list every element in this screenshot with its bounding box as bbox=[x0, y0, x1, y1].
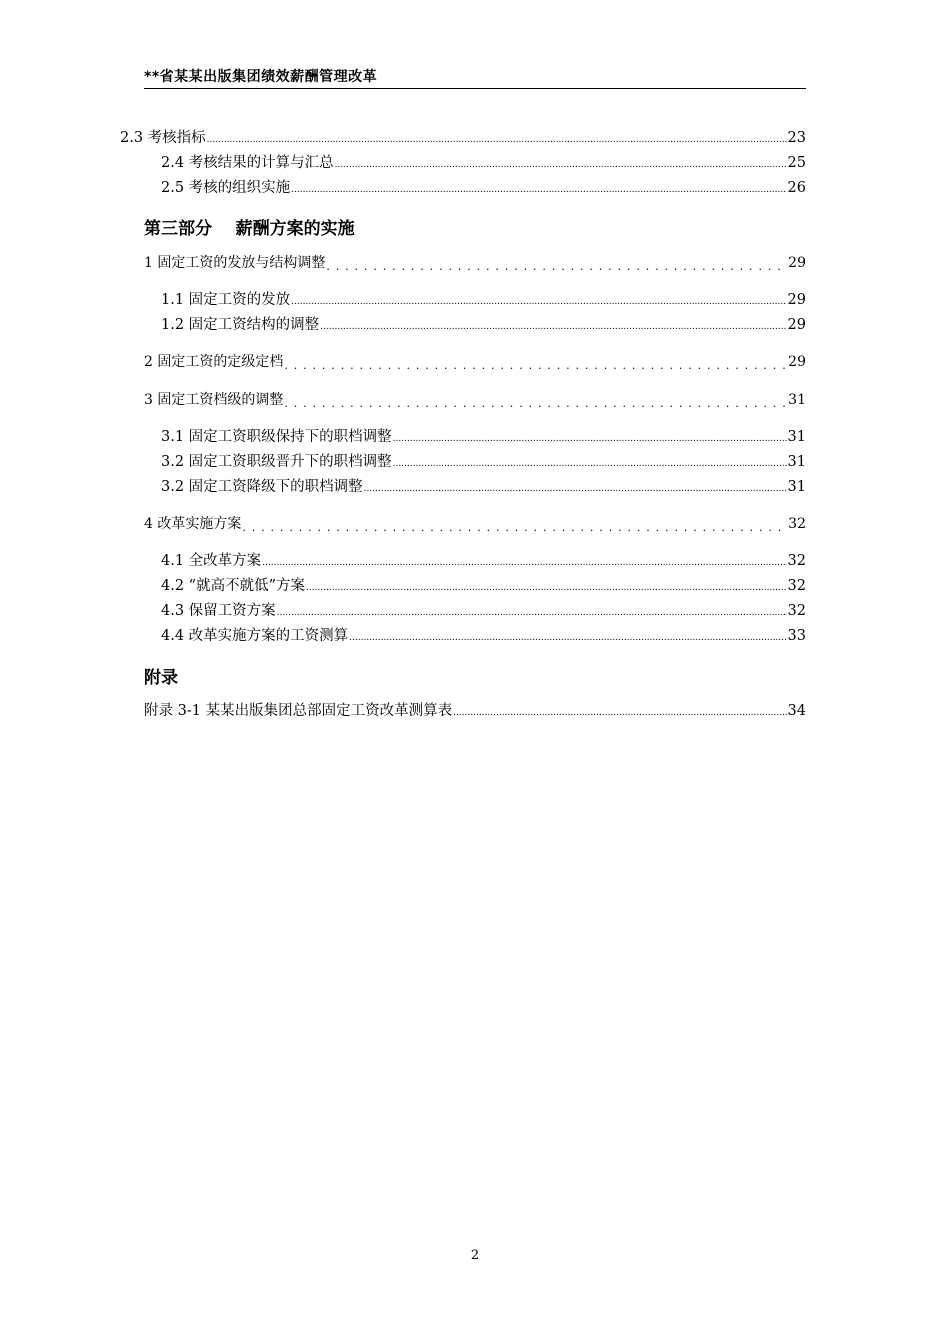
header-title: **省某某出版集团绩效薪酬管理改革 bbox=[144, 69, 378, 85]
toc-entry-label: 3.2 固定工资降级下的职档调整 bbox=[161, 479, 363, 495]
toc-entry[interactable] bbox=[161, 427, 806, 447]
toc-entry-page: 29 bbox=[788, 255, 806, 271]
toc-entry-page: 34 bbox=[787, 703, 806, 719]
dot-leader bbox=[349, 626, 786, 646]
toc-entry-label: 4 改革实施方案 bbox=[144, 516, 242, 532]
toc-entry[interactable] bbox=[161, 315, 806, 335]
toc-entry-page: 31 bbox=[787, 429, 806, 445]
toc-entry-page: 31 bbox=[788, 392, 806, 408]
dot-leader bbox=[284, 390, 787, 410]
toc-entry-label: 4.2 “就高不就低”方案 bbox=[161, 578, 305, 594]
dot-leader bbox=[453, 701, 786, 721]
toc-entry[interactable] bbox=[161, 178, 806, 198]
toc-entry[interactable] bbox=[144, 701, 806, 721]
toc-entry[interactable] bbox=[161, 601, 806, 621]
dot-leader bbox=[291, 290, 786, 310]
toc-entry-page: 26 bbox=[787, 180, 806, 196]
dot-leader bbox=[242, 514, 787, 534]
toc-entry-page: 32 bbox=[787, 603, 806, 619]
appendix-heading: 附录 bbox=[144, 668, 178, 688]
toc-entry[interactable] bbox=[161, 626, 806, 646]
toc-entry-label: 4.4 改革实施方案的工资测算 bbox=[161, 628, 349, 644]
dot-leader bbox=[262, 551, 786, 571]
part3-heading: 第三部分 薪酬方案的实施 bbox=[144, 219, 355, 239]
toc-entry[interactable] bbox=[144, 514, 806, 534]
toc-entry-label: 2.4 考核结果的计算与汇总 bbox=[161, 155, 334, 171]
page-header bbox=[144, 66, 806, 89]
toc-entry-page: 31 bbox=[787, 479, 806, 495]
toc-entry-page: 23 bbox=[787, 130, 806, 146]
toc-entry[interactable] bbox=[161, 477, 806, 497]
dot-leader bbox=[207, 128, 787, 148]
toc-entry-label: 2 固定工资的定级定档 bbox=[144, 354, 284, 370]
toc-entry[interactable] bbox=[161, 290, 806, 310]
dot-leader bbox=[284, 352, 787, 372]
toc-entry-page: 32 bbox=[787, 578, 806, 594]
toc-entry[interactable] bbox=[144, 352, 806, 372]
toc-entry-page: 32 bbox=[787, 553, 806, 569]
toc-entry[interactable] bbox=[144, 253, 806, 273]
toc-entry[interactable] bbox=[161, 576, 806, 596]
toc-entry-page: 29 bbox=[788, 354, 806, 370]
dot-leader bbox=[320, 315, 786, 335]
toc-entry[interactable] bbox=[120, 128, 806, 148]
toc-entry-page: 25 bbox=[787, 155, 806, 171]
toc-entry-label: 附录 3-1 某某出版集团总部固定工资改革测算表 bbox=[144, 703, 453, 719]
toc-entry-label: 3.1 固定工资职级保持下的职档调整 bbox=[161, 429, 392, 445]
toc-entry-label: 2.3 考核指标 bbox=[120, 130, 206, 146]
dot-leader bbox=[326, 253, 787, 273]
dot-leader bbox=[291, 178, 786, 198]
toc-entry-label: 1 固定工资的发放与结构调整 bbox=[144, 255, 326, 271]
dot-leader bbox=[393, 427, 787, 447]
dot-leader bbox=[393, 452, 787, 472]
toc-entry-label: 1.1 固定工资的发放 bbox=[161, 292, 291, 308]
toc-entry[interactable] bbox=[144, 390, 806, 410]
toc-entry[interactable] bbox=[161, 153, 806, 173]
toc-entry-label: 2.5 考核的组织实施 bbox=[161, 180, 291, 196]
toc-entry-page: 32 bbox=[788, 516, 806, 532]
toc-entry[interactable] bbox=[161, 452, 806, 472]
toc-entry-label: 4.3 保留工资方案 bbox=[161, 603, 276, 619]
toc-entry-page: 31 bbox=[787, 454, 806, 470]
dot-leader bbox=[364, 477, 787, 497]
toc-entry-label: 4.1 全改革方案 bbox=[161, 553, 262, 569]
toc-entry-label: 3.2 固定工资职级晋升下的职档调整 bbox=[161, 454, 392, 470]
toc-entry-label: 1.2 固定工资结构的调整 bbox=[161, 317, 320, 333]
dot-leader bbox=[277, 601, 787, 621]
toc-entry-label: 3 固定工资档级的调整 bbox=[144, 392, 284, 408]
toc-entry-page: 33 bbox=[787, 628, 806, 644]
toc-entry[interactable] bbox=[161, 551, 806, 571]
dot-leader bbox=[335, 153, 787, 173]
dot-leader bbox=[306, 576, 787, 596]
toc-entry-page: 29 bbox=[787, 292, 806, 308]
page-number: 2 bbox=[470, 1248, 480, 1263]
toc-entry-page: 29 bbox=[787, 317, 806, 333]
